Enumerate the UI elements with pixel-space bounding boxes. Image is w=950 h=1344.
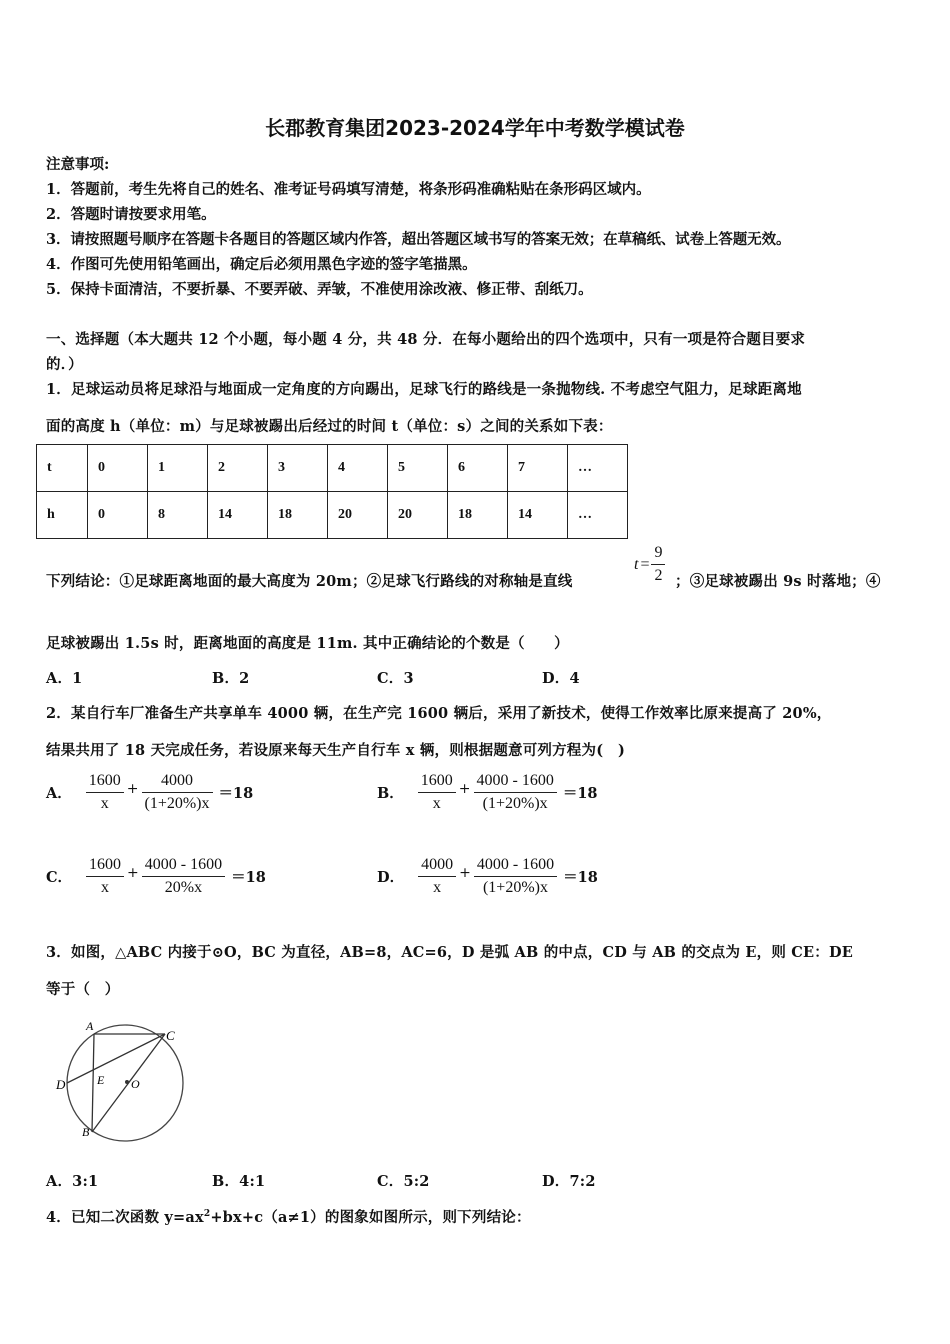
q4-text-b: +bx+c（a≠1）的图象如图所示，则下列结论：: [210, 1209, 531, 1226]
table-cell: 7: [508, 445, 568, 492]
q2-line1: 2．某自行车厂准备生产共享单车 4000 辆，在生产完 1600 辆后，采用了新技术，使得工作效率比原来提高了 20%，: [46, 705, 832, 722]
notice-item-4: 4．作图可先使用铅笔画出，确定后必须用黑色字迹的签字笔描黑。: [46, 256, 477, 273]
q2-option-c: [46, 856, 266, 897]
table-cell: 18: [268, 492, 328, 539]
fraction-numerator: 4000: [418, 856, 456, 877]
table-cell: 0: [88, 445, 148, 492]
table-row-h: [37, 492, 628, 539]
section-heading-line1: 一、选择题（本大题共 12 个小题，每小题 4 分，共 48 分．在每小题给出的四个选项中，只有一项是符合题目要求: [46, 331, 806, 348]
fraction: [418, 772, 456, 813]
fraction: [474, 856, 557, 897]
notice-heading: 注意事项:: [46, 156, 110, 173]
q3-option-b: B．4:1: [212, 1173, 266, 1190]
fraction-numerator: 4000 - 1600: [142, 856, 225, 877]
q4-text-a: 4．已知二次函数 y=ax: [46, 1209, 204, 1226]
fraction-denominator: 2: [654, 567, 663, 584]
fraction-numerator: 9: [651, 544, 665, 565]
center-point-o: [125, 1080, 129, 1084]
segment-cd: [67, 1034, 165, 1083]
fraction-numerator: 4000 - 1600: [474, 856, 557, 877]
fraction-numerator: 4000: [142, 772, 213, 793]
table-cell: …: [568, 492, 628, 539]
table-cell: …: [568, 445, 628, 492]
q3-option-c: C．5:2: [377, 1173, 430, 1190]
q1-conclusion-b: ；③足球被踢出 9s 时落地；④: [675, 573, 881, 590]
table-cell: 3: [268, 445, 328, 492]
table-cell: 20: [328, 492, 388, 539]
q1-line4: 足球被踢出 1.5s 时，距离地面的高度是 11m. 其中正确结论的个数是（ ）: [46, 635, 569, 652]
table-cell: 14: [508, 492, 568, 539]
plus-sign: +: [127, 864, 139, 881]
fraction: [86, 856, 124, 897]
q1-option-b: B．2: [212, 670, 250, 687]
q3-line2: 等于（ ）: [46, 981, 120, 998]
q2-option-a: [46, 772, 253, 813]
table-cell: t: [37, 445, 88, 492]
fraction-denominator: x: [100, 795, 109, 812]
q1-option-d: D．4: [542, 670, 580, 687]
q2-option-b: [377, 772, 598, 813]
fraction: [86, 772, 124, 813]
q3-circle-figure: [50, 1016, 195, 1144]
q3-option-a: A．3:1: [46, 1173, 99, 1190]
label-o: O: [131, 1077, 140, 1091]
table-cell: 18: [448, 492, 508, 539]
table-cell: 5: [388, 445, 448, 492]
notice-item-1: 1．答题前，考生先将自己的姓名、准考证号码填写清楚，将条形码准确粘贴在条形码区域内。: [46, 181, 651, 198]
notice-item-2: 2．答题时请按要求用笔。: [46, 206, 216, 223]
fraction-numerator: 1600: [86, 772, 124, 793]
q1-conclusion-a: 下列结论：①足球距离地面的最大高度为 20m；②足球飞行路线的对称轴是直线: [46, 573, 573, 590]
option-label: B．: [377, 785, 404, 802]
fraction: [142, 772, 213, 813]
table-cell: 14: [208, 492, 268, 539]
page-title: 长郡教育集团2023-2024学年中考数学模试卷: [265, 116, 685, 140]
q2-line2: 结果共用了 18 天完成任务，若设原来每天生产自行车 x 辆，则根据题意可列方程为( ): [46, 742, 626, 759]
axis-equals: =: [640, 555, 650, 573]
table-cell: 8: [148, 492, 208, 539]
equation-rhs: ＝18: [563, 869, 598, 886]
q3-option-d: D．7:2: [542, 1173, 596, 1190]
q1-option-c: C．3: [377, 670, 414, 687]
fraction-denominator: x: [101, 879, 110, 896]
label-c: C: [166, 1028, 175, 1043]
table-cell: 2: [208, 445, 268, 492]
table-cell: 0: [88, 492, 148, 539]
q1-line1: 1．足球运动员将足球沿与地面成一定角度的方向踢出，足球飞行的路线是一条抛物线. 不考虑空气阻力，足球距离地: [46, 381, 802, 398]
fraction-denominator: x: [433, 879, 442, 896]
fraction-denominator: (1+20%)x: [482, 879, 548, 896]
q1-line2: 面的高度 h（单位：m）与足球被踢出后经过的时间 t（单位：s）之间的关系如下表：: [46, 418, 613, 435]
q4-superscript: 2: [203, 1209, 211, 1220]
fraction: [418, 856, 456, 897]
fraction: [474, 772, 557, 813]
axis-variable: t: [634, 555, 639, 573]
q2-option-d: [377, 856, 598, 897]
q1-option-a: A．1: [46, 670, 83, 687]
fraction-numerator: 1600: [86, 856, 124, 877]
fraction-denominator: 20%x: [164, 879, 203, 896]
fraction-numerator: 4000 - 1600: [474, 772, 557, 793]
label-a: A: [86, 1019, 94, 1033]
table-cell: 20: [388, 492, 448, 539]
table-cell: 6: [448, 445, 508, 492]
fraction: [142, 856, 225, 897]
q3-line1: 3．如图，△ABC 内接于⊙O，BC 为直径，AB=8，AC=6，D 是弧 AB 的中点，CD 与 AB 的交点为 E，则 CE：DE: [46, 944, 854, 961]
fraction-denominator: (1+20%)x: [144, 795, 210, 812]
axis-fraction: [651, 544, 665, 585]
option-label: D．: [377, 869, 405, 886]
q4-line1: [46, 1206, 531, 1227]
fraction-denominator: (1+20%)x: [482, 795, 548, 812]
table-cell: 4: [328, 445, 388, 492]
notice-item-5: 5．保持卡面清洁，不要折暴、不要弄破、弄皱，不准使用涂改液、修正带、刮纸刀。: [46, 281, 593, 298]
fraction-numerator: 1600: [418, 772, 456, 793]
section-heading-line2: 的．）: [46, 356, 83, 373]
equation-rhs: ＝18: [562, 785, 598, 802]
q1-axis-formula: [634, 544, 665, 585]
fraction-denominator: x: [432, 795, 441, 812]
q1-data-table: [36, 444, 628, 539]
equation-rhs: ＝18: [231, 869, 266, 886]
label-e: E: [97, 1073, 105, 1087]
segment-ab: [92, 1034, 94, 1132]
plus-sign: +: [126, 780, 139, 797]
plus-sign: +: [459, 864, 471, 881]
table-cell: h: [37, 492, 88, 539]
label-d: D: [56, 1077, 66, 1092]
plus-sign: +: [458, 780, 471, 797]
label-b: B: [82, 1125, 90, 1139]
option-label: A．: [46, 785, 72, 802]
table-row-t: [37, 445, 628, 492]
option-label: C．: [46, 869, 73, 886]
equation-rhs: ＝18: [218, 785, 254, 802]
notice-item-3: 3．请按照题号顺序在答题卡各题目的答题区域内作答，超出答题区域书写的答案无效；在草稿纸、试卷上答题无效。: [46, 231, 791, 248]
table-cell: 1: [148, 445, 208, 492]
